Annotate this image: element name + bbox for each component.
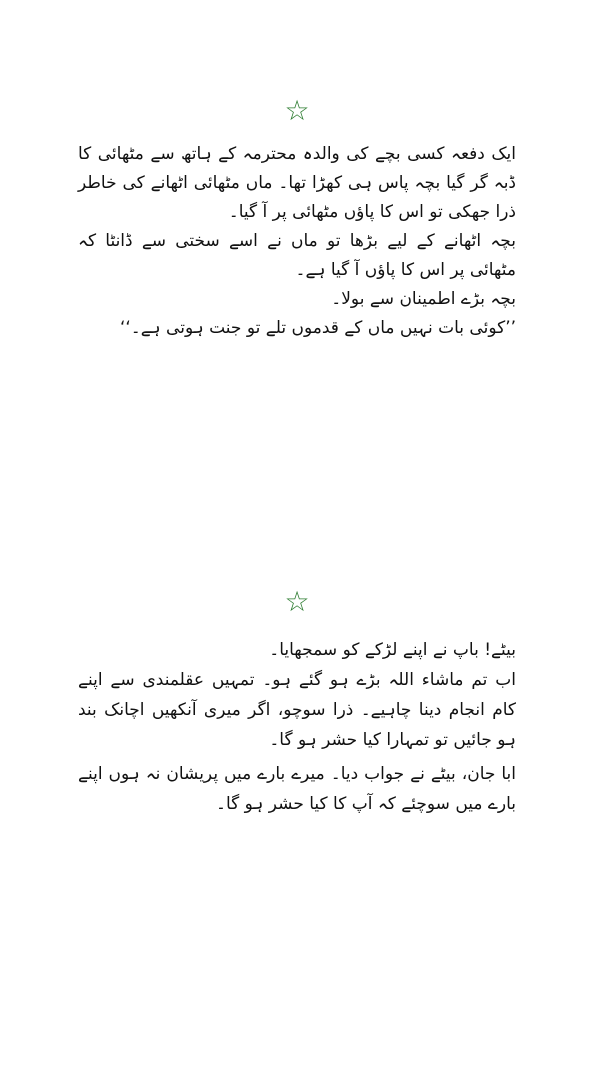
story-one-paragraph: بچہ اٹھانے کے لیے بڑھا تو ماں نے اسے سختی سے ڈانٹا کہ مٹھائی پر اس کا پاؤں آ گیا ہے۔ xyxy=(78,231,516,280)
story-two-paragraph: ابا جان، بیٹے نے جواب دیا۔ میرے بارے میں پریشان نہ ہوں اپنے بارے میں سوچئے کہ آپ کا کیا حشر ہو گا۔ xyxy=(78,764,516,814)
story-two xyxy=(78,635,516,819)
story-one xyxy=(78,140,516,343)
story-two-paragraph: اب تم ماشاء اللہ بڑے ہو گئے ہو۔ تمہیں عقلمندی سے اپنے کام انجام دینا چاہیے۔ ذرا سوچو، اگر میری آنکھیں اچانک بند ہو جائیں تو تمہارا کیا حشر ہو گا۔ xyxy=(78,670,516,750)
story-one-paragraph: ایک دفعہ کسی بچے کی والدہ محترمہ کے ہاتھ سے مٹھائی کا ڈبہ گر گیا بچہ پاس ہی کھڑا تھا۔ ماں مٹھائی اٹھانے کی خاطر ذرا جھکی تو اس کا پاؤں مٹھائی پر آ گیا۔ xyxy=(78,144,516,222)
star-outline-icon: ☆ xyxy=(284,585,310,618)
star-outline-icon: ☆ xyxy=(284,94,310,127)
story-two-paragraph: بیٹے! باپ نے اپنے لڑکے کو سمجھایا۔ xyxy=(269,640,516,660)
story-one-paragraph: بچہ بڑے اطمینان سے بولا۔ xyxy=(331,289,516,309)
story-one-quote: ’’کوئی بات نہیں ماں کے قدموں تلے تو جنت ہوتی ہے۔‘‘ xyxy=(119,318,516,338)
